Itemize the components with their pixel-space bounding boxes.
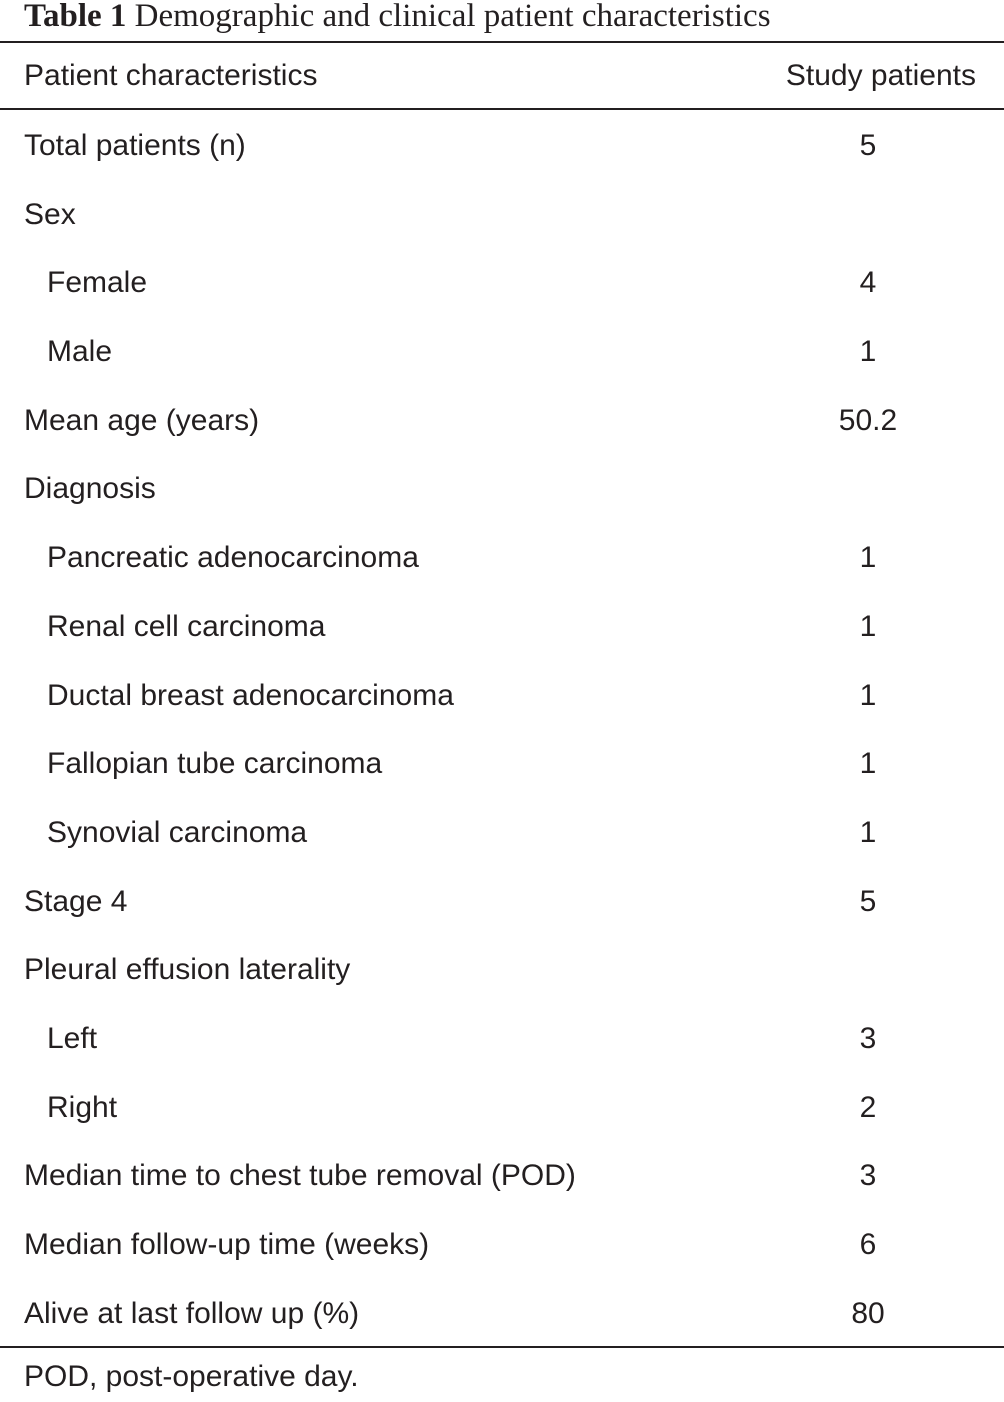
- table-bottom-rule: [0, 1346, 1004, 1348]
- row-characteristic: Pancreatic adenocarcinoma: [47, 541, 419, 575]
- table-row: [0, 868, 1004, 937]
- row-characteristic: Left: [47, 1021, 98, 1055]
- header-patient-characteristics: Patient characteristics: [24, 59, 318, 92]
- table-row: [0, 181, 1004, 250]
- table-row: [0, 387, 1004, 456]
- table-footnote: POD, post-operative day.: [24, 1360, 359, 1393]
- row-characteristic: Ductal breast adenocarcinoma: [47, 678, 454, 712]
- header-study-patients: Study patients: [785, 59, 976, 92]
- row-characteristic: Diagnosis: [24, 472, 156, 506]
- table-row: [0, 1280, 1004, 1349]
- table-row: [0, 1211, 1004, 1280]
- row-characteristic: Stage 4: [24, 884, 128, 918]
- row-characteristic: Male: [47, 335, 113, 369]
- row-characteristic: Pleural effusion laterality: [24, 953, 351, 987]
- table-top-rule: [0, 41, 1004, 43]
- row-characteristic: Median time to chest tube removal (POD): [24, 1159, 576, 1193]
- row-study-patients-value: 3: [859, 1159, 877, 1193]
- row-characteristic: Female: [47, 266, 148, 300]
- table-caption-text: Demographic and clinical patient characteristics: [134, 0, 771, 34]
- table-row: [0, 249, 1004, 318]
- table-row: [0, 799, 1004, 868]
- table-row: [0, 730, 1004, 799]
- row-characteristic: Alive at last follow up (%): [24, 1296, 360, 1330]
- row-study-patients-value: 1: [859, 609, 877, 643]
- row-characteristic: Total patients (n): [24, 129, 246, 162]
- row-study-patients-value: 1: [859, 335, 877, 369]
- row-study-patients-value: 1: [859, 678, 877, 712]
- table-caption: [24, 0, 771, 36]
- row-study-patients-value: 1: [859, 815, 877, 849]
- table-row: [0, 318, 1004, 387]
- table-caption-label: Table 1: [24, 0, 127, 34]
- row-characteristic: Sex: [24, 197, 76, 231]
- row-characteristic: Mean age (years): [24, 403, 260, 437]
- row-study-patients-value: 4: [859, 266, 877, 300]
- row-characteristic: Right: [47, 1090, 118, 1124]
- row-study-patients-value: 6: [859, 1228, 877, 1261]
- table-row: [0, 112, 1004, 181]
- row-characteristic: Synovial carcinoma: [47, 815, 308, 849]
- row-study-patients-value: 3: [859, 1021, 877, 1055]
- row-study-patients-value: 5: [859, 129, 877, 162]
- row-study-patients-value: 1: [859, 541, 877, 575]
- row-study-patients-value: 80: [851, 1296, 885, 1330]
- table-row: [0, 593, 1004, 662]
- table-row: [0, 1005, 1004, 1074]
- row-study-patients-value: 5: [859, 884, 877, 918]
- table-row: [0, 524, 1004, 593]
- table-row: [0, 936, 1004, 1005]
- table-header-rule: [0, 108, 1004, 110]
- table-body: [0, 112, 1004, 1348]
- row-study-patients-value: 2: [859, 1090, 877, 1124]
- row-characteristic: Fallopian tube carcinoma: [47, 747, 383, 781]
- row-study-patients-value: 1: [859, 747, 877, 781]
- row-study-patients-value: 50.2: [838, 403, 898, 437]
- row-characteristic: Median follow-up time (weeks): [24, 1228, 430, 1261]
- table-row: [0, 1142, 1004, 1211]
- table-header: [0, 44, 1004, 108]
- table-row: [0, 662, 1004, 731]
- row-characteristic: Renal cell carcinoma: [47, 609, 326, 643]
- table-row: [0, 455, 1004, 524]
- table-row: [0, 1074, 1004, 1143]
